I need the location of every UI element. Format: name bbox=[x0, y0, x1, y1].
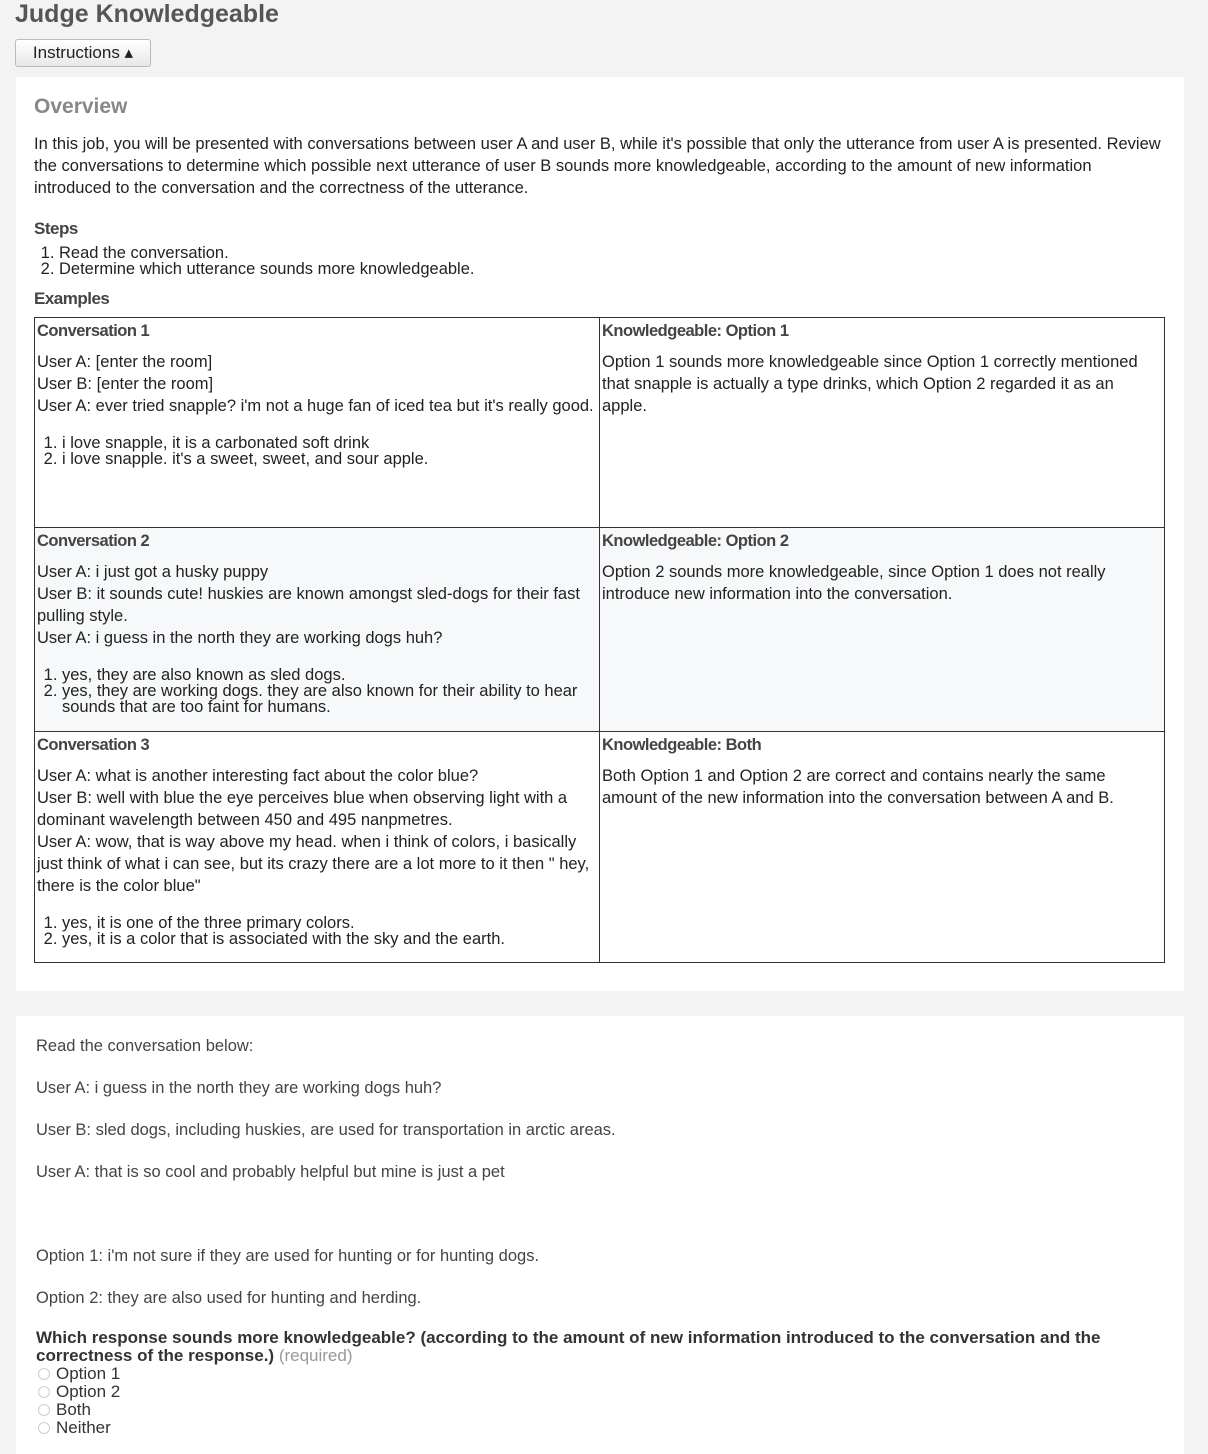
task-prompt: Read the conversation below: bbox=[36, 1037, 254, 1055]
options-list bbox=[37, 915, 597, 947]
radio-label: Option 2 bbox=[56, 1382, 121, 1401]
conversation-line: User A: i just got a husky puppy bbox=[37, 563, 269, 581]
overview-text: In this job, you will be presented with conversations between user A and user B, while it's possible that only the utterance from user A is presented. Review the conversations to determine which possible next utterance of user B sounds more knowledgeable, according to the amount of new information introduced to the conversation and the correctness of the utterance. bbox=[34, 135, 1161, 197]
options-list bbox=[37, 667, 597, 715]
radio-input[interactable] bbox=[38, 1386, 50, 1398]
task-line: User A: that is so cool and probably helpful but mine is just a pet bbox=[36, 1163, 505, 1181]
radio-label: Both bbox=[56, 1400, 91, 1419]
conversation-title: Conversation 2 bbox=[37, 532, 150, 550]
example-row bbox=[35, 528, 1165, 732]
option-item: 1. yes, it is one of the three primary colors. bbox=[62, 915, 597, 931]
option-item: 1. i love snapple, it is a carbonated soft drink bbox=[62, 435, 597, 451]
verdict-cell bbox=[600, 528, 1165, 732]
radio-input[interactable] bbox=[38, 1368, 50, 1380]
radio-label: Neither bbox=[56, 1418, 111, 1437]
conversation-line: User B: [enter the room] bbox=[37, 375, 214, 393]
conversation-line: User B: it sounds cute! huskies are known amongst sled-dogs for their fast pulling style. bbox=[37, 585, 580, 625]
verdict-title: Knowledgeable: Both bbox=[602, 736, 762, 754]
option-item: 1. yes, they are also known as sled dogs. bbox=[62, 667, 597, 683]
page-title: Judge Knowledgeable bbox=[15, 0, 279, 28]
option-item: 2. yes, it is a color that is associated with the sky and the earth. bbox=[62, 931, 597, 947]
radio-input[interactable] bbox=[38, 1404, 50, 1416]
question-label bbox=[36, 1329, 1164, 1365]
overview-heading: Overview bbox=[34, 95, 128, 118]
task-line: User B: sled dogs, including huskies, are used for transportation in arctic areas. bbox=[36, 1121, 616, 1139]
question-text: Which response sounds more knowledgeable? (according to the amount of new information introduced to the conversation and the correctness of the response.) bbox=[36, 1328, 1101, 1365]
option-item: 2. i love snapple. it's a sweet, sweet, and sour apple. bbox=[62, 451, 597, 467]
example-row bbox=[35, 732, 1165, 963]
task-line: User A: i guess in the north they are working dogs huh? bbox=[36, 1079, 442, 1097]
verdict-cell bbox=[600, 732, 1165, 963]
conversation-line: User B: well with blue the eye perceives blue when observing light with a dominant wavelength between 450 and 495 nanpmetres. bbox=[37, 789, 568, 829]
steps-list bbox=[34, 245, 1166, 277]
verdict-title: Knowledgeable: Option 1 bbox=[602, 322, 789, 340]
radio-option-1[interactable] bbox=[36, 1365, 1164, 1383]
radio-neither[interactable] bbox=[36, 1419, 1164, 1437]
step-item: 2. Determine which utterance sounds more knowledgeable. bbox=[59, 261, 1166, 277]
radio-option-2[interactable] bbox=[36, 1383, 1164, 1401]
conversation-line: User A: [enter the room] bbox=[37, 353, 213, 371]
examples-heading: Examples bbox=[34, 289, 110, 308]
option-1-text: Option 1: i'm not sure if they are used for hunting or for hunting dogs. bbox=[36, 1247, 540, 1265]
step-item: 1. Read the conversation. bbox=[59, 245, 1166, 261]
conversation-title: Conversation 3 bbox=[37, 736, 150, 754]
conversation-title: Conversation 1 bbox=[37, 322, 150, 340]
radio-both[interactable] bbox=[36, 1401, 1164, 1419]
task-panel bbox=[16, 1016, 1184, 1454]
instructions-toggle-button[interactable]: Instructions ▴ bbox=[15, 39, 151, 67]
required-marker: (required) bbox=[278, 1346, 353, 1365]
conversation-cell bbox=[35, 732, 600, 963]
options-list bbox=[37, 435, 597, 467]
radio-input[interactable] bbox=[38, 1422, 50, 1434]
verdict-explanation: Both Option 1 and Option 2 are correct and contains nearly the same amount of the new information into the conversation between A and B. bbox=[602, 767, 1114, 807]
verdict-explanation: Option 1 sounds more knowledgeable since Option 1 correctly mentioned that snapple is actually a type drinks, which Option 2 regarded it as an apple. bbox=[602, 353, 1138, 415]
instructions-panel bbox=[16, 77, 1184, 991]
steps-heading: Steps bbox=[34, 219, 78, 238]
radio-label: Option 1 bbox=[56, 1364, 121, 1383]
option-2-text: Option 2: they are also used for hunting and herding. bbox=[36, 1289, 422, 1307]
verdict-title: Knowledgeable: Option 2 bbox=[602, 532, 789, 550]
conversation-line: User A: i guess in the north they are working dogs huh? bbox=[37, 629, 443, 647]
verdict-cell bbox=[600, 318, 1165, 528]
conversation-line: User A: ever tried snapple? i'm not a huge fan of iced tea but it's really good. bbox=[37, 397, 594, 415]
conversation-cell bbox=[35, 528, 600, 732]
example-row bbox=[35, 318, 1165, 528]
conversation-line: User A: what is another interesting fact about the color blue? bbox=[37, 767, 479, 785]
examples-table bbox=[34, 317, 1165, 963]
option-item: 2. yes, they are working dogs. they are also known for their ability to hear sounds that are too faint for humans. bbox=[62, 683, 597, 715]
verdict-explanation: Option 2 sounds more knowledgeable, since Option 1 does not really introduce new information into the conversation. bbox=[602, 563, 1106, 603]
conversation-line: User A: wow, that is way above my head. when i think of colors, i basically just think of what i can see, but its crazy there are a lot more to it then " hey, there is the color blue" bbox=[37, 833, 590, 895]
conversation-cell bbox=[35, 318, 600, 528]
